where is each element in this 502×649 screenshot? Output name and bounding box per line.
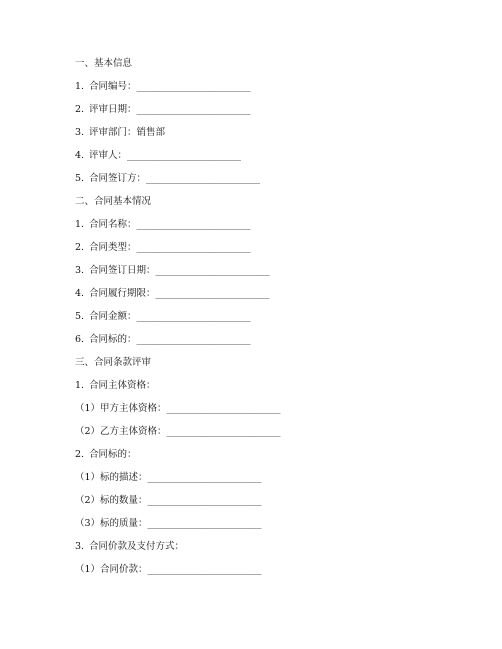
field-label: （2）乙方主体资格：	[75, 426, 167, 437]
fill-in-blank[interactable]: ________________________	[166, 403, 281, 414]
field-label: 合同签订日期：	[89, 265, 156, 276]
item-number: 3.	[75, 127, 85, 138]
field-label: 合同履行期限：	[89, 288, 156, 299]
field-label: 合同名称：	[89, 219, 137, 230]
fill-in-blank[interactable]: ________________________	[147, 472, 262, 483]
fill-in-blank[interactable]: ________________________	[136, 311, 251, 322]
field-subject-description	[75, 472, 262, 484]
field-review-department	[75, 127, 165, 139]
field-label: 合同主体资格：	[89, 380, 156, 391]
field-party-a-qualification	[75, 403, 281, 415]
item-number: 1.	[75, 380, 85, 391]
field-label: （1）合同价款：	[75, 564, 148, 575]
field-contract-name	[75, 219, 251, 231]
item-number: 5.	[75, 173, 85, 184]
field-contract-price	[75, 564, 262, 576]
item-number: 6.	[75, 334, 85, 345]
field-label: （2）标的数量：	[75, 495, 148, 506]
fill-in-blank[interactable]: ________________________	[147, 518, 262, 529]
fill-in-blank[interactable]: ________________________	[136, 219, 251, 230]
fill-in-blank[interactable]: ________________________	[166, 426, 281, 437]
fill-in-blank[interactable]: ________________________	[136, 104, 251, 115]
fill-in-blank[interactable]: ________________________	[155, 265, 270, 276]
field-contract-amount	[75, 311, 251, 323]
fill-in-blank[interactable]: ________________________	[127, 150, 242, 161]
fill-in-blank[interactable]: ________________________	[155, 288, 270, 299]
item-number: 2.	[75, 449, 85, 460]
field-label: 合同价款及支付方式：	[89, 541, 185, 552]
field-contract-signatory	[75, 173, 260, 185]
item-number: 5.	[75, 311, 85, 322]
field-label: （1）标的描述：	[75, 472, 148, 483]
fill-in-blank[interactable]: ________________________	[146, 173, 261, 184]
field-party-qualification	[75, 380, 156, 392]
field-subject-quantity	[75, 495, 262, 507]
field-label: （1）甲方主体资格：	[75, 403, 167, 414]
field-label: 合同编号：	[89, 81, 137, 92]
field-label: 评审人：	[89, 150, 128, 161]
fill-in-blank[interactable]: ________________________	[136, 81, 251, 92]
field-label: 合同类型：	[89, 242, 137, 253]
item-number: 2.	[75, 104, 85, 115]
field-label: 评审部门：销售部	[89, 127, 166, 138]
item-number: 3.	[75, 541, 85, 552]
field-label: （3）标的质量：	[75, 518, 148, 529]
field-subject-matter	[75, 449, 137, 461]
field-label: 评审日期：	[89, 104, 137, 115]
section-heading-basic-info: 一、基本信息	[75, 58, 133, 69]
item-number: 1.	[75, 219, 85, 230]
item-number: 3.	[75, 265, 85, 276]
fill-in-blank[interactable]: ________________________	[147, 495, 262, 506]
field-label: 合同标的：	[89, 449, 137, 460]
field-performance-period	[75, 288, 270, 300]
field-signing-date	[75, 265, 270, 277]
field-contract-number	[75, 81, 251, 93]
item-number: 4.	[75, 150, 85, 161]
item-number: 2.	[75, 242, 85, 253]
fill-in-blank[interactable]: ________________________	[147, 564, 262, 575]
fill-in-blank[interactable]: ________________________	[136, 242, 251, 253]
field-contract-subject	[75, 334, 251, 346]
field-price-and-payment	[75, 541, 184, 553]
section-heading-clause-review: 三、合同条款评审	[75, 357, 152, 368]
item-number: 4.	[75, 288, 85, 299]
item-number: 1.	[75, 81, 85, 92]
field-subject-quality	[75, 518, 262, 530]
field-review-date	[75, 104, 251, 116]
field-label: 合同签订方：	[89, 173, 147, 184]
field-party-b-qualification	[75, 426, 281, 438]
field-label: 合同金额：	[89, 311, 137, 322]
field-reviewer	[75, 150, 241, 162]
section-heading-contract-basics: 二、合同基本情况	[75, 196, 152, 207]
field-contract-type	[75, 242, 251, 254]
field-label: 合同标的：	[89, 334, 137, 345]
fill-in-blank[interactable]: ________________________	[136, 334, 251, 345]
